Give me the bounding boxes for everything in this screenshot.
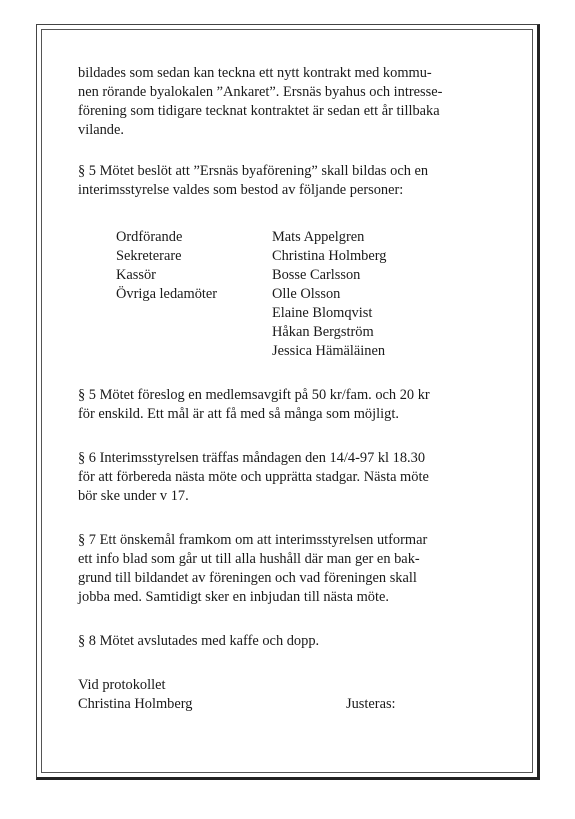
member-role: Sekreterare <box>116 248 182 264</box>
member-role: Övriga ledamöter <box>116 286 218 302</box>
member-role: Kassör <box>116 267 156 283</box>
signature-block <box>78 676 518 714</box>
member-name: Olle Olsson <box>272 286 341 302</box>
board-members-list <box>116 228 476 361</box>
member-name: Elaine Blomqvist <box>272 305 373 321</box>
paragraph-section-8: § 8 Mötet avslutades med kaffe och dopp. <box>78 633 320 649</box>
signature-row <box>78 676 518 695</box>
member-name: Jessica Hämäläinen <box>272 343 386 359</box>
paragraph-intro: bildades som sedan kan teckna ett nytt kontrakt med kommu- nen rörande byalokalen ”Ankaret”. Ersnäs byahus och intresse- förening som tidigare tecknat kontraktet är sedan ett år tillbaka vilande. <box>78 65 443 138</box>
member-name: Christina Holmberg <box>272 248 387 264</box>
member-name: Bosse Carlsson <box>272 267 361 283</box>
member-row <box>116 342 476 361</box>
member-row <box>116 285 476 304</box>
justeras-label: Justeras: <box>346 696 396 712</box>
member-row <box>116 266 476 285</box>
signature-name: Christina Holmberg <box>78 696 193 712</box>
member-row <box>116 228 476 247</box>
member-role: Ordförande <box>116 229 183 245</box>
member-row <box>116 247 476 266</box>
paragraph-section-5-decision: § 5 Mötet beslöt att ”Ersnäs byaförening” skall bildas och en interimsstyrelse valdes som bestod av följande personer: <box>78 163 429 198</box>
member-role <box>116 342 272 361</box>
signature-row <box>78 695 518 714</box>
member-name: Mats Appelgren <box>272 229 365 245</box>
member-role <box>116 323 272 342</box>
member-row <box>116 323 476 342</box>
paragraph-section-5-fee: § 5 Mötet föreslog en medlemsavgift på 50 kr/fam. och 20 kr för enskild. Ett mål är att få med så många som möjligt. <box>78 387 430 422</box>
member-role <box>116 304 272 323</box>
signature-caption: Vid protokollet <box>78 677 166 693</box>
paragraph-section-7: § 7 Ett önskemål framkom om att interimsstyrelsen utformar ett info blad som går ut till alla hushåll där man ger en bak- grund till bildandet av föreningen och vad föreningen skall jobba med. Samtidigt sker en inbjudan till nästa möte. <box>78 532 428 605</box>
paragraph-section-6: § 6 Interimsstyrelsen träffas måndagen den 14/4-97 kl 18.30 för att förbereda nästa möte och upprätta stadgar. Nästa möte bör ske under v 17. <box>78 450 429 504</box>
member-name: Håkan Bergström <box>272 324 374 340</box>
member-row <box>116 304 476 323</box>
